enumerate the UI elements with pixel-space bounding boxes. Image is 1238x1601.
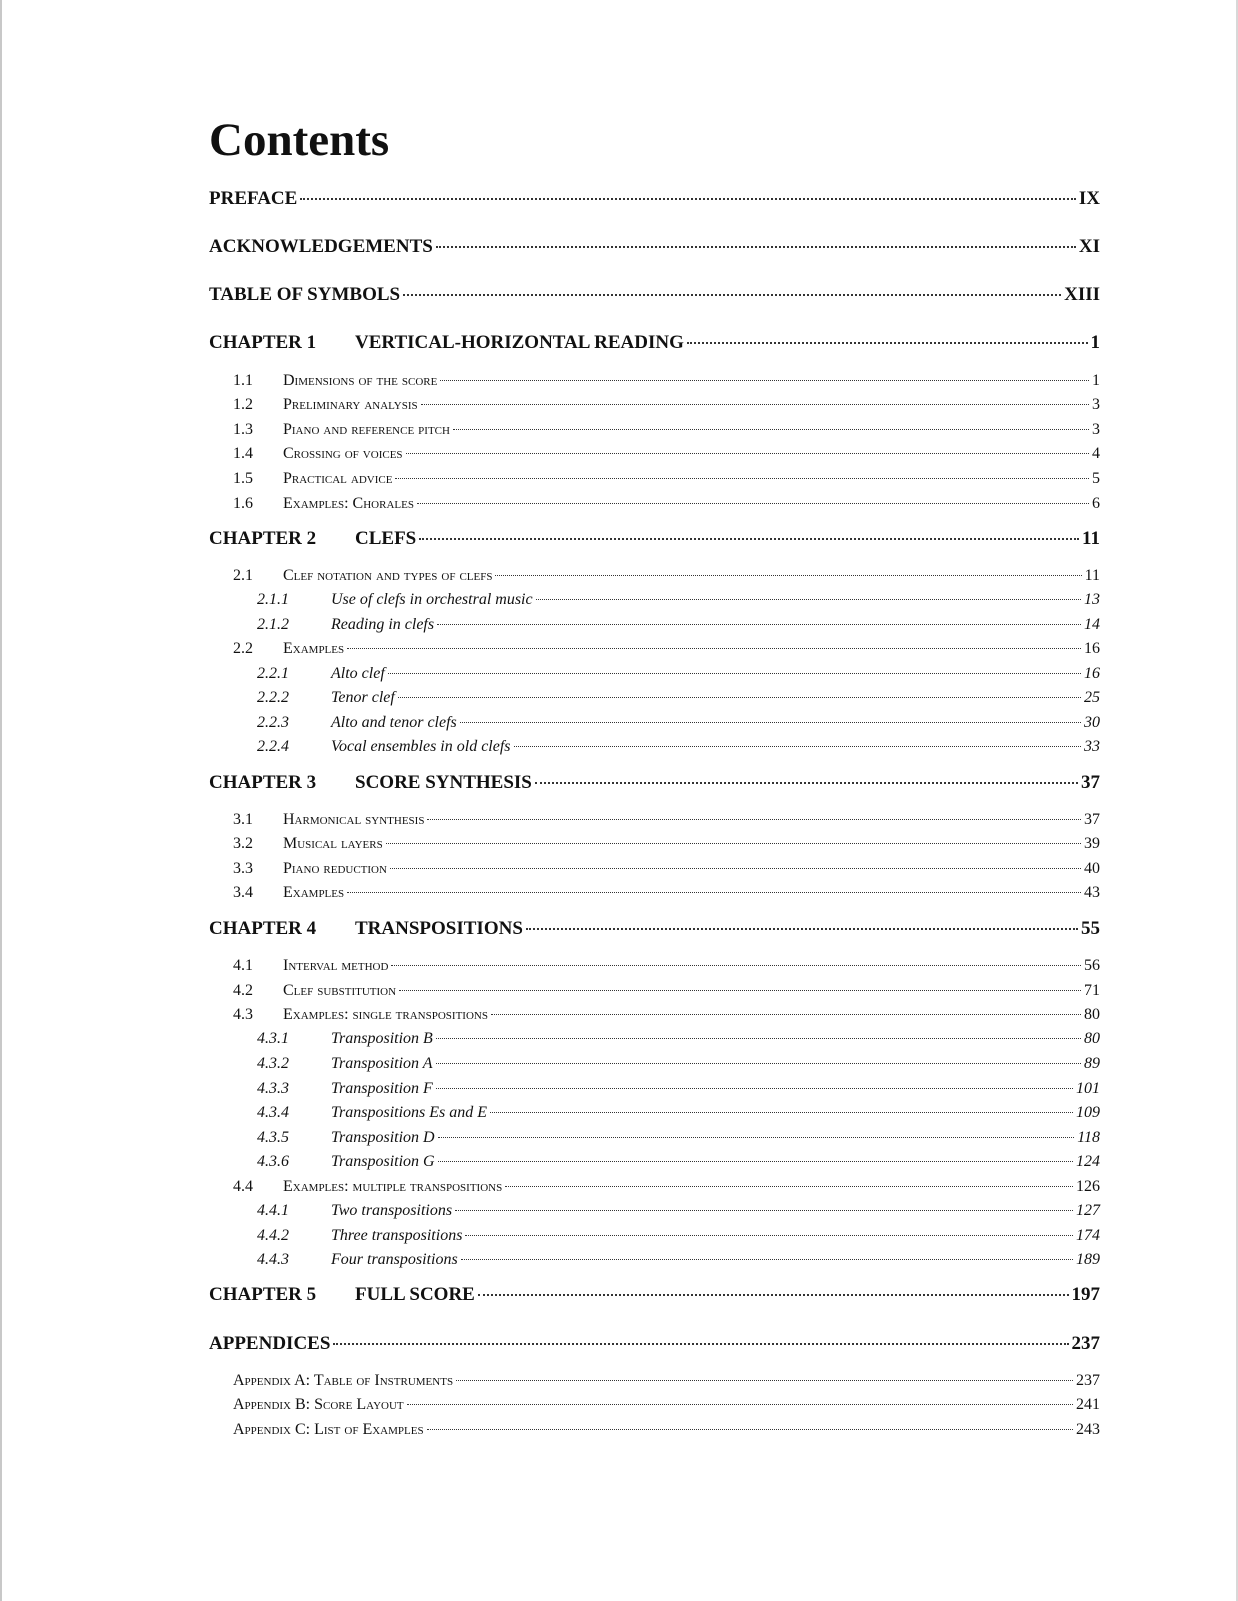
toc-entry-appendix[interactable] [233, 1394, 1100, 1416]
toc-entry-title: Crossing of voices [283, 445, 403, 462]
toc-entry-title: Transposition B [331, 1030, 433, 1047]
toc-entry-page-number: 3 [1092, 421, 1100, 438]
toc-entry-title: Tenor clef [331, 689, 395, 706]
toc-entry-title: Appendix C: List of Examples [233, 1421, 424, 1438]
toc-entry-number: 3.4 [233, 884, 253, 901]
toc-entry-subsection[interactable] [257, 1053, 1100, 1075]
toc-entry-title: Practical advice [283, 470, 393, 487]
toc-entry-title: Clef substitution [283, 982, 397, 999]
toc-entry-page-number: 241 [1076, 1396, 1100, 1413]
toc-entry-title: Reading in clefs [331, 616, 435, 633]
toc-entry-section[interactable] [233, 468, 1100, 490]
toc-entry-title: FULL SCORE [355, 1284, 475, 1305]
toc-entry-section[interactable] [233, 370, 1100, 392]
toc-entry-page-number: 237 [1076, 1372, 1100, 1389]
dot-leader [406, 453, 1089, 454]
toc-entry-section[interactable] [233, 833, 1100, 855]
toc-entry-number: 4.3.1 [257, 1030, 289, 1047]
toc-entry-subsection[interactable] [257, 1102, 1100, 1124]
toc-entry-number: 2.2.4 [257, 738, 289, 755]
toc-entry-number: 1.1 [233, 372, 253, 389]
toc-entry-subsection[interactable] [257, 663, 1100, 685]
toc-entry-number: 2.2.2 [257, 689, 289, 706]
toc-entry-number: CHAPTER 4 [209, 918, 317, 939]
toc-entry-title: Transposition A [331, 1055, 433, 1072]
toc-entry-number: 4.1 [233, 957, 253, 974]
toc-entry-chapter[interactable] [209, 772, 1100, 794]
toc-entry-section[interactable] [233, 809, 1100, 831]
toc-entry-section[interactable] [233, 443, 1100, 465]
toc-entry-page-number: 6 [1092, 495, 1100, 512]
toc-entry-number: 4.4 [233, 1178, 253, 1195]
toc-entry-title: Examples [283, 640, 345, 657]
toc-entry-title: Alto clef [331, 665, 385, 682]
toc-entry-title: TABLE OF SYMBOLS [209, 284, 401, 305]
dot-leader [395, 478, 1089, 479]
toc-entry-page-number: 101 [1076, 1080, 1100, 1097]
dot-leader [436, 1038, 1081, 1039]
toc-entry-page-number: 11 [1084, 567, 1100, 584]
toc-entry-page-number: 118 [1077, 1129, 1100, 1146]
toc-entry-chapter[interactable] [209, 918, 1100, 940]
toc-entry-section[interactable] [233, 565, 1100, 587]
toc-entry-title: PREFACE [209, 188, 298, 209]
dot-leader [403, 294, 1061, 296]
toc-entry-title: ACKNOWLEDGEMENTS [209, 236, 433, 257]
toc-entry-page-number: 243 [1076, 1421, 1100, 1438]
dot-leader [347, 892, 1081, 893]
toc-entry-number: 2.2 [233, 640, 253, 657]
page-title: Contents [209, 114, 390, 166]
toc-entry-page-number: 71 [1084, 982, 1100, 999]
toc-entry-subsection[interactable] [257, 1225, 1100, 1247]
dot-leader [427, 1429, 1073, 1430]
toc-entry-number: CHAPTER 2 [209, 528, 317, 549]
dot-leader [495, 575, 1081, 576]
toc-entry-chapter[interactable] [209, 332, 1100, 354]
toc-entry-title: Three transpositions [331, 1227, 463, 1244]
toc-entry-number: 4.3.3 [257, 1080, 289, 1097]
toc-entry-number: 1.6 [233, 495, 253, 512]
toc-entry-number: 1.4 [233, 445, 253, 462]
dot-leader [490, 1112, 1073, 1113]
toc-entry-subsection[interactable] [257, 1028, 1100, 1050]
toc-entry-page-number: 13 [1084, 591, 1100, 608]
toc-entry-chapter[interactable] [209, 1284, 1100, 1306]
toc-entry-title: Examples: multiple transpositions [283, 1178, 503, 1195]
dot-leader [460, 722, 1081, 723]
toc-entry-subsection[interactable] [257, 614, 1100, 636]
dot-leader [391, 965, 1081, 966]
toc-entry-number: 4.3.4 [257, 1104, 289, 1121]
toc-entry-number: 3.3 [233, 860, 253, 877]
toc-entry-number: 3.1 [233, 811, 253, 828]
dot-leader [535, 782, 1078, 784]
dot-leader [526, 928, 1078, 930]
dot-leader [436, 246, 1076, 248]
dot-leader [455, 1210, 1073, 1211]
toc-entry-page-number: 80 [1084, 1006, 1100, 1023]
toc-entry-page-number: 197 [1071, 1284, 1100, 1305]
toc-entry-page-number: 39 [1084, 835, 1100, 852]
toc-entry-page-number: 5 [1092, 470, 1100, 487]
toc-entry-number: 2.1.2 [257, 616, 289, 633]
toc-entry-page-number: 127 [1076, 1202, 1100, 1219]
toc-entry-number: CHAPTER 3 [209, 772, 317, 793]
toc-entry-page-number: 126 [1076, 1178, 1100, 1195]
toc-entry-subsection[interactable] [257, 687, 1100, 709]
toc-entry-page-number: 55 [1081, 918, 1100, 939]
toc-entry-number: 4.4.2 [257, 1227, 289, 1244]
toc-entry-subsection[interactable] [257, 736, 1100, 758]
toc-entry-page-number: 14 [1084, 616, 1100, 633]
toc-entry-subsection[interactable] [257, 1127, 1100, 1149]
dot-leader [438, 1161, 1073, 1162]
toc-entry-page-number: 1 [1090, 332, 1100, 353]
dot-leader [436, 1088, 1073, 1089]
toc-entry-title: SCORE SYNTHESIS [355, 772, 532, 793]
toc-entry-title: Examples [283, 884, 345, 901]
toc-entry-number: CHAPTER 5 [209, 1284, 317, 1305]
toc-entry-title: Transpositions Es and E [331, 1104, 488, 1121]
toc-entry-appendix[interactable] [233, 1419, 1100, 1441]
toc-entry-subsection[interactable] [257, 1151, 1100, 1173]
dot-leader [491, 1014, 1081, 1015]
toc-entry-section[interactable] [233, 980, 1100, 1002]
toc-entry-number: 1.3 [233, 421, 253, 438]
toc-entry-title: Examples: single transpositions [283, 1006, 488, 1023]
toc-entry-page-number: 16 [1084, 665, 1100, 682]
dot-leader [386, 843, 1081, 844]
toc-entry-title: Use of clefs in orchestral music [331, 591, 533, 608]
dot-leader [461, 1259, 1073, 1260]
dot-leader [514, 746, 1081, 747]
dot-leader [505, 1186, 1073, 1187]
dot-leader [456, 1380, 1073, 1381]
toc-entry-title: Transposition F [331, 1080, 433, 1097]
toc-entry-section[interactable] [233, 493, 1100, 515]
dot-leader [427, 819, 1081, 820]
toc-entry-number: 1.2 [233, 396, 253, 413]
toc-entry-number: 4.3.5 [257, 1129, 289, 1146]
toc-entry-subsection[interactable] [257, 1249, 1100, 1271]
toc-entry-number: 4.4.1 [257, 1202, 289, 1219]
dot-leader [388, 673, 1081, 674]
toc-entry-page-number: 40 [1084, 860, 1100, 877]
dot-leader [398, 697, 1081, 698]
dot-leader [421, 404, 1089, 405]
toc-entry-section[interactable] [233, 394, 1100, 416]
toc-entry-title: Vocal ensembles in old clefs [331, 738, 511, 755]
toc-entry-title: Transposition D [331, 1129, 435, 1146]
dot-leader [440, 380, 1089, 381]
toc-entry-subsection[interactable] [257, 1078, 1100, 1100]
toc-entry-number: 2.2.3 [257, 714, 289, 731]
toc-entry-section[interactable] [233, 419, 1100, 441]
toc-entry-number: 1.5 [233, 470, 253, 487]
toc-entry-page-number: 174 [1076, 1227, 1100, 1244]
toc-entry-page-number: IX [1078, 188, 1100, 209]
toc-entry-title: Musical layers [283, 835, 383, 852]
toc-entry-title: Four transpositions [331, 1251, 458, 1268]
toc-entry-number: 2.1.1 [257, 591, 289, 608]
dot-leader [333, 1343, 1068, 1345]
toc-entry-page-number: XIII [1064, 284, 1100, 305]
toc-entry-title: Transposition G [331, 1153, 435, 1170]
toc-entry-title: Harmonical synthesis [283, 811, 425, 828]
toc-entry-section[interactable] [233, 955, 1100, 977]
toc-entry-title: Appendix B: Score Layout [233, 1396, 404, 1413]
toc-entry-title: Interval method [283, 957, 389, 974]
toc-entry-page-number: 56 [1084, 957, 1100, 974]
toc-entry-page-number: 37 [1081, 772, 1100, 793]
toc-entry-section[interactable] [233, 1004, 1100, 1026]
toc-entry-chapter[interactable] [209, 528, 1100, 550]
toc-entry-title: APPENDICES [209, 1333, 331, 1354]
toc-entry-page-number: XI [1078, 236, 1100, 257]
toc-entry-top[interactable] [209, 284, 1100, 306]
toc-entry-number: 4.3.6 [257, 1153, 289, 1170]
toc-entry-section[interactable] [233, 882, 1100, 904]
toc-entry-number: 3.2 [233, 835, 253, 852]
dot-leader [419, 538, 1079, 540]
toc-entry-top[interactable] [209, 188, 1100, 210]
toc-entry-title: Alto and tenor clefs [331, 714, 457, 731]
dot-leader [399, 990, 1081, 991]
toc-entry-page-number: 1 [1092, 372, 1100, 389]
toc-entry-top[interactable] [209, 236, 1100, 258]
toc-entry-page-number: 30 [1084, 714, 1100, 731]
toc-entry-page-number: 80 [1084, 1030, 1100, 1047]
toc-entry-page-number: 4 [1092, 445, 1100, 462]
dot-leader [347, 648, 1081, 649]
dot-leader [478, 1294, 1069, 1296]
toc-entry-title: CLEFS [355, 528, 417, 549]
toc-entry-number: 4.3.2 [257, 1055, 289, 1072]
toc-entry-section[interactable] [233, 858, 1100, 880]
dot-leader [300, 198, 1076, 200]
toc-entry-page-number: 25 [1084, 689, 1100, 706]
toc-entry-page-number: 189 [1076, 1251, 1100, 1268]
dot-leader [465, 1235, 1073, 1236]
toc-entry-subsection[interactable] [257, 1200, 1100, 1222]
toc-entry-title: Preliminary analysis [283, 396, 418, 413]
dot-leader [437, 624, 1081, 625]
toc-entry-title: Piano and reference pitch [283, 421, 450, 438]
toc-entry-page-number: 109 [1076, 1104, 1100, 1121]
toc-entry-page-number: 237 [1071, 1333, 1100, 1354]
toc-entry-page-number: 37 [1084, 811, 1100, 828]
toc-entry-number: 2.2.1 [257, 665, 289, 682]
toc-entry-page-number: 33 [1084, 738, 1100, 755]
toc-entry-subsection[interactable] [257, 589, 1100, 611]
toc-entry-page-number: 3 [1092, 396, 1100, 413]
dot-leader [390, 868, 1081, 869]
toc-entry-page-number: 124 [1076, 1153, 1100, 1170]
toc-entry-section[interactable] [233, 1176, 1100, 1198]
toc-entry-number: 4.3 [233, 1006, 253, 1023]
toc-entry-top[interactable] [209, 1333, 1100, 1355]
toc-entry-page-number: 16 [1084, 640, 1100, 657]
toc-entry-appendix[interactable] [233, 1370, 1100, 1392]
toc-entry-subsection[interactable] [257, 712, 1100, 734]
dot-leader [687, 342, 1088, 344]
toc-entry-page-number: 89 [1084, 1055, 1100, 1072]
toc-entry-title: Examples: Chorales [283, 495, 414, 512]
toc-entry-number: 4.2 [233, 982, 253, 999]
page-edge-left [0, 0, 2, 1601]
toc-entry-page-number: 11 [1082, 528, 1100, 549]
toc-entry-number: 2.1 [233, 567, 253, 584]
toc-entry-title: VERTICAL-HORIZONTAL READING [355, 332, 684, 353]
dot-leader [536, 599, 1081, 600]
toc-entry-number: 4.4.3 [257, 1251, 289, 1268]
dot-leader [417, 503, 1089, 504]
toc-entry-title: Two transpositions [331, 1202, 453, 1219]
dot-leader [407, 1404, 1073, 1405]
dot-leader [453, 429, 1089, 430]
toc-entry-section[interactable] [233, 638, 1100, 660]
toc-entry-title: Dimensions of the score [283, 372, 438, 389]
toc-entry-title: TRANSPOSITIONS [355, 918, 523, 939]
toc-entry-title: Appendix A: Table of Instruments [233, 1372, 454, 1389]
dot-leader [436, 1063, 1081, 1064]
dot-leader [438, 1137, 1075, 1138]
toc-entry-title: Clef notation and types of clefs [283, 567, 493, 584]
toc-entry-number: CHAPTER 1 [209, 332, 317, 353]
toc-entry-title: Piano reduction [283, 860, 387, 877]
toc-entry-page-number: 43 [1084, 884, 1100, 901]
